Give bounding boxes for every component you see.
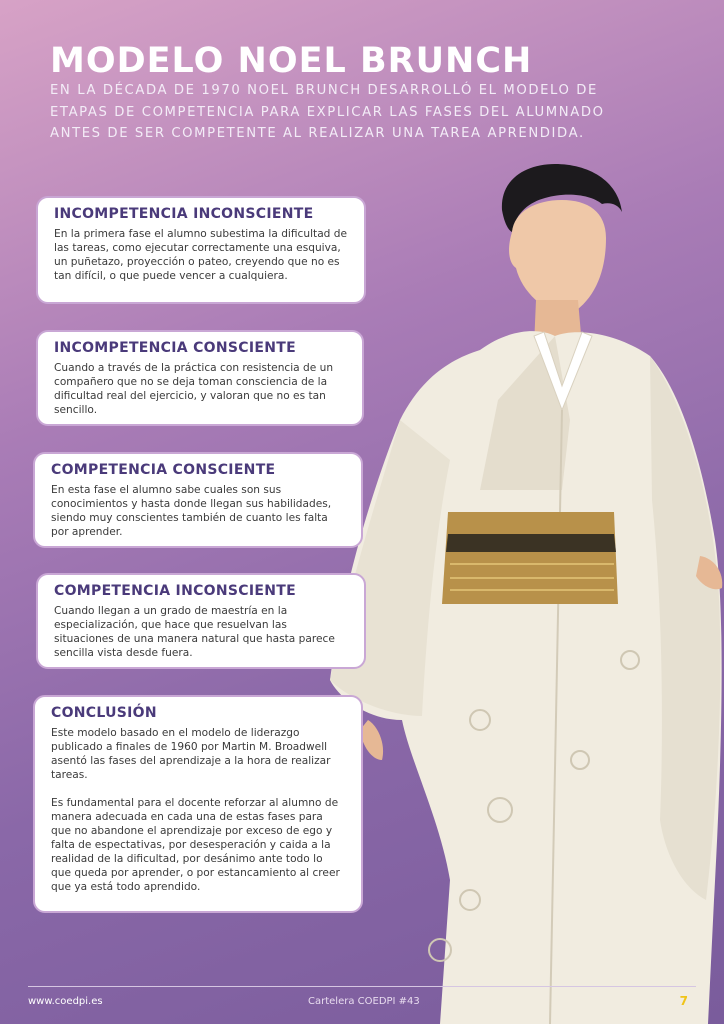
figure-obi-band (446, 534, 616, 552)
card-title: INCOMPETENCIA INCONSCIENTE (54, 206, 314, 222)
page-number: 7 (679, 994, 688, 1008)
figure-face (509, 200, 606, 316)
card-text-secondary: Es fundamental para el docente reforzar al alumno de manera adecuada en cada una de estas fases para que no abandone el aprendizaje por exceso de ego y falta de espectativas, por desesperación y caida a la realidad de la dificultad, por desánimo ante todo lo que queda por aprender, o por estancamiento al creer que ya está todo aprendido. (51, 797, 340, 893)
footer-divider (28, 986, 696, 987)
card-conclusion (33, 695, 363, 913)
card-text: Este modelo basado en el modelo de liderazgo publicado a finales de 1960 por Martin M. Broadwell asentó las fases del aprendizaje a la hora de realizar tareas. (51, 727, 331, 781)
intro-text: EN LA DÉCADA DE 1970 NOEL BRUNCH DESARROLLÓ EL MODELO DE ETAPAS DE COMPETENCIA PARA EXPLICAR LAS FASES DEL ALUMNADO ANTES DE SER COMPETENTE AL REALIZAR UNA TAREA APRENDIDA. (50, 83, 605, 141)
card-title: CONCLUSIÓN (51, 705, 157, 721)
card-text: Cuando a través de la práctica con resistencia de un compañero que no se deja toman consciencia de la dificultad real del ejercicio, y valoran que no es tan sencillo. (54, 362, 334, 416)
card-title: INCOMPETENCIA CONSCIENTE (54, 340, 296, 356)
page-title: MODELO NOEL BRUNCH (50, 41, 533, 81)
card-title: COMPETENCIA CONSCIENTE (51, 462, 276, 478)
kimono-figure-image (330, 160, 724, 1024)
figure-hand-left (360, 720, 383, 760)
card-incompetencia-inconsciente (36, 196, 366, 304)
footer-website-link[interactable]: www.coedpi.es (28, 996, 103, 1007)
card-text: En la primera fase el alumno subestima la dificultad de las tareas, como ejecutar correctamente una esquiva, un puñetazo, proyección o pateo, creyendo que no es tan difícil, o que puede vencer a cualquiera. (54, 228, 348, 282)
card-title: COMPETENCIA INCONSCIENTE (54, 583, 296, 599)
card-text: Cuando llegan a un grado de maestría en la especialización, que hace que resuelvan las situaciones de una manera natural que hasta parece sencilla vista desde fuera. (54, 605, 335, 659)
card-text: En esta fase el alumno sabe cuales son sus conocimientos y hasta donde llegan sus habilidades, siendo muy conscientes también de cuanto les falta por aprender. (51, 484, 332, 538)
card-competencia-consciente (33, 452, 363, 548)
footer-publication: Cartelera COEDPI #43 (308, 996, 420, 1007)
card-incompetencia-consciente (36, 330, 364, 426)
figure-sleeve-right (650, 356, 720, 900)
card-competencia-inconsciente (36, 573, 366, 669)
